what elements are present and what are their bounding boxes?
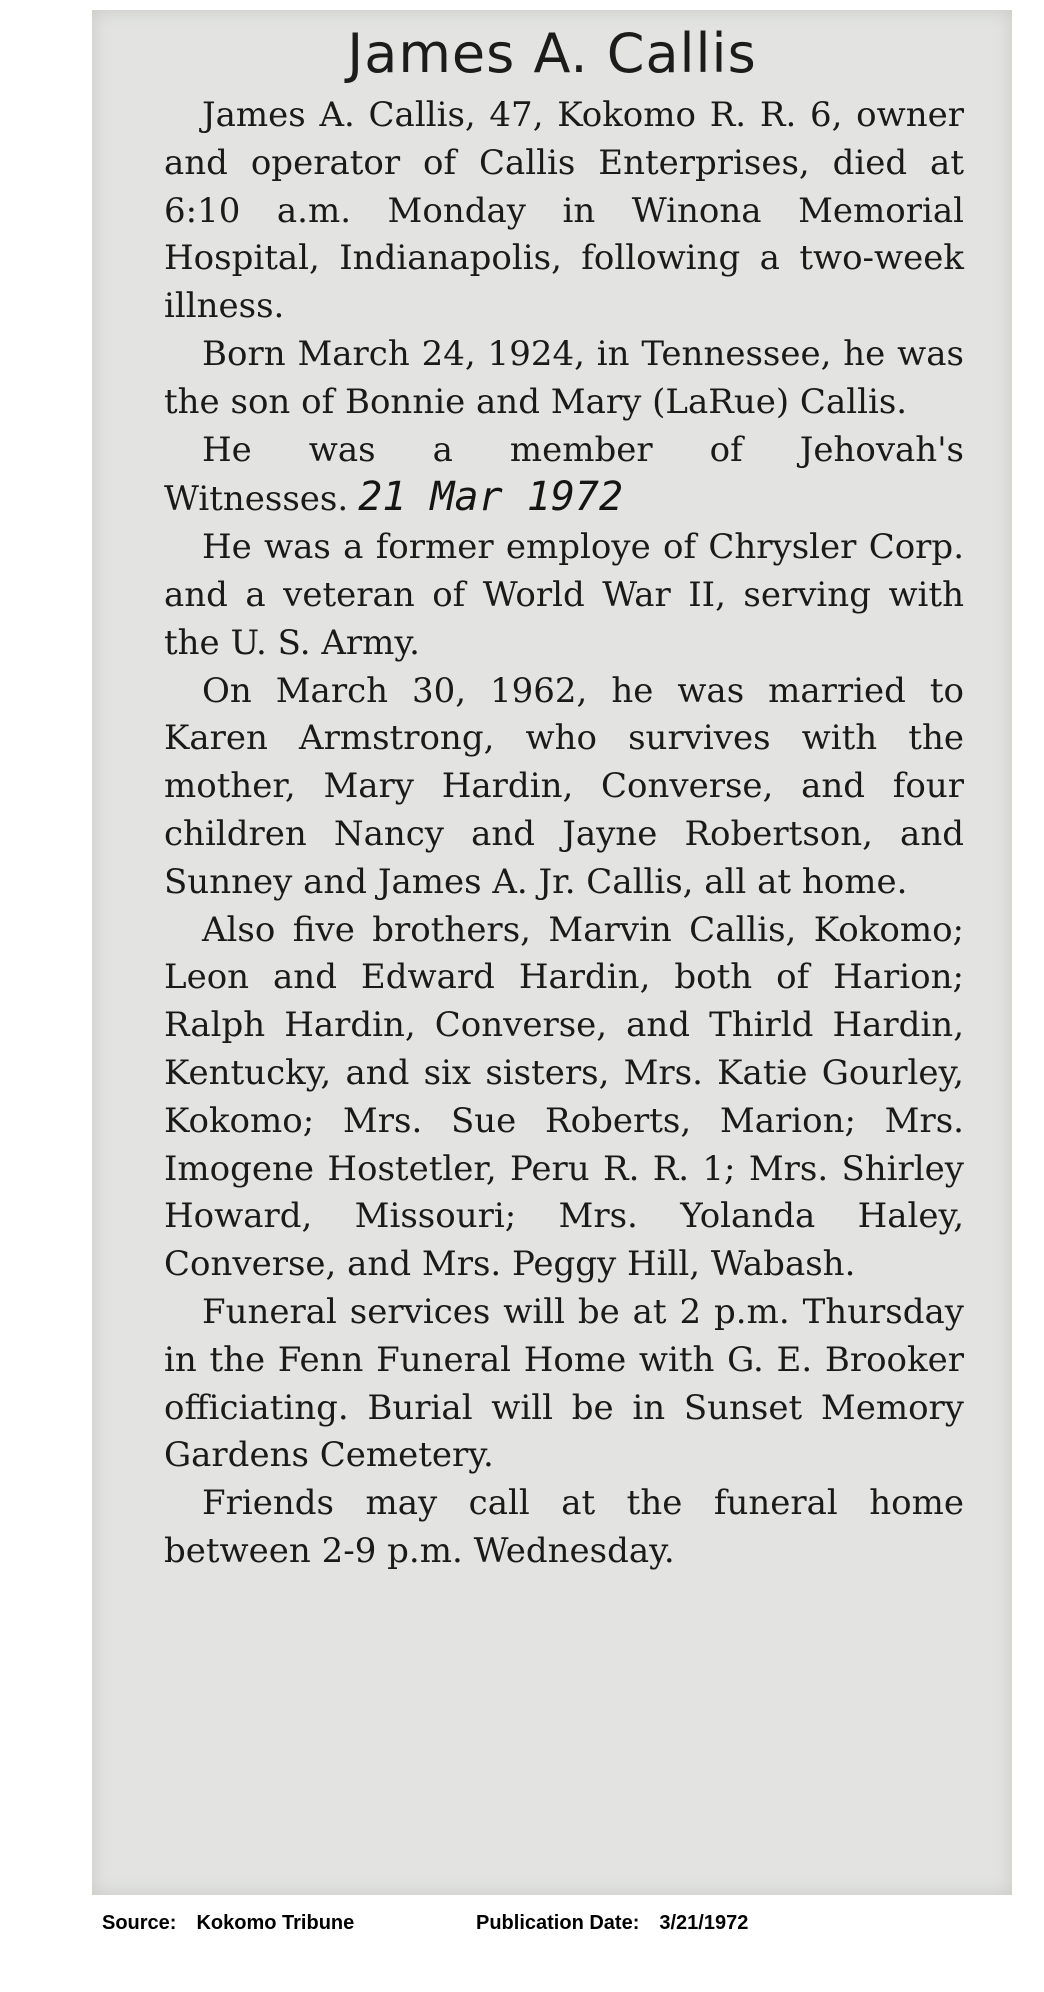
paragraph-funeral-services: Funeral services will be at 2 p.m. Thursday in the Fenn Funeral Home with G. E. Brooker officiating. Burial will be in Sunset Memory Gardens Cemetery. — [164, 1291, 964, 1476]
obituary-body — [164, 92, 964, 1576]
paragraph-death-notice: James A. Callis, 47, Kokomo R. R. 6, owner and operator of Callis Enterprises, died at 6:10 a.m. Monday in Winona Memorial Hospital, Indianapolis, following a two-week illness. — [164, 95, 964, 327]
paragraph-religion-text: He was a member of Jehovah's Witnesses. — [164, 429, 964, 520]
paragraph-religion — [164, 427, 964, 525]
publication-date-value: 3/21/1972 — [659, 1912, 749, 1934]
paragraph-employment: He was a former employe of Chrysler Corp. and a veteran of World War II, serving with the U. S. Army. — [164, 527, 964, 663]
source-value: Kokomo Tribune — [196, 1912, 355, 1934]
source-label: Source: — [102, 1912, 177, 1934]
paragraph-marriage-survivors: On March 30, 1962, he was married to Karen Armstrong, who survives with the mother, Mary Hardin, Converse, and four children Nancy and Jayne Robertson, and Sunney and James A. Jr. Callis, all at home. — [164, 670, 964, 902]
paragraph-siblings: Also five brothers, Marvin Callis, Kokomo; Leon and Edward Hardin, both of Harion; Ralph Hardin, Converse, and Thirld Hardin, Kentucky, and six sisters, Mrs. Katie Gourley, Kokomo; Mrs. Sue Roberts, Marion; Mrs. Imogene Hostetler, Peru R. R. 1; Mrs. Shirley Howard, Missouri; Mrs. Yolanda Haley, Converse, and Mrs. Peggy Hill, Wabash. — [164, 909, 964, 1285]
handwritten-date-note: 21 Mar 1972 — [358, 474, 624, 521]
paragraph-visitation: Friends may call at the funeral home between 2-9 p.m. Wednesday. — [164, 1483, 964, 1571]
publication-date-info — [476, 1912, 748, 1935]
paragraph-birth: Born March 24, 1924, in Tennessee, he was the son of Bonnie and Mary (LaRue) Callis. — [164, 333, 964, 422]
publication-date-label: Publication Date: — [476, 1912, 640, 1934]
obituary-title: James A. Callis — [347, 22, 757, 85]
obituary-clipping — [92, 10, 1012, 1895]
source-info — [102, 1912, 354, 1935]
